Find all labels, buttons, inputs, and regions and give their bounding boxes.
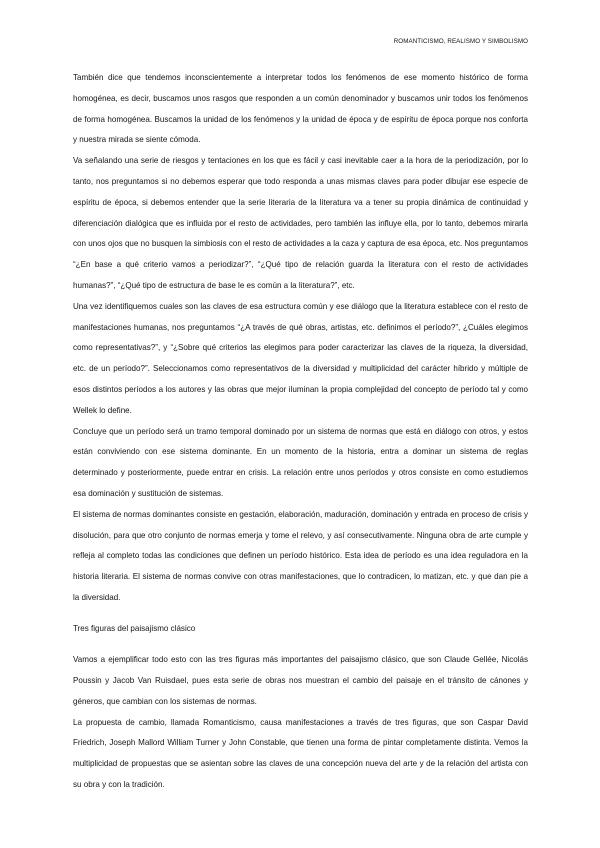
running-header: ROMANTICISMO, REALISMO Y SIMBOLISMO bbox=[393, 38, 528, 45]
paragraph-3: Una vez identifiquemos cuales son las claves de esa estructura común y ese diálogo que la literatura establece con el resto de manifestaciones humanas, nos preguntamos “¿A través de qué obras, artistas, etc. definimos el período?”, ¿Cuáles elegimos como representativas?”, y “¿Sobre qué criterios las elegimos para poder caracterizar las claves de la riqueza, la diversidad, etc. de un período?”. Seleccionamos como representativos de la diversidad y multiplicidad del carácter híbrido y múltiple de esos distintos períodos a los autores y las obras que mejor iluminan la propia complejidad del concepto de período tal y como Wellek lo define. bbox=[73, 301, 528, 415]
paragraph-5: El sistema de normas dominantes consiste en gestación, elaboración, maduración, dominación y entrada en proceso de crisis y disolución, para que otro conjunto de normas emerja y tome el relevo, y así consecutivamente. Ninguna obra de arte cumple y refleja al completo todas las condiciones que definen un período histórico. Esta idea de período es una idea reguladora en la historia literaria. El sistema de normas convive con otras manifestaciones, que lo contradicen, lo matizan, etc. y que dan pie a la diversidad. bbox=[73, 509, 528, 602]
paragraph-1: También dice que tendemos inconscientemente a interpretar todos los fenómenos de ese momento histórico de forma homogénea, es decir, buscamos unos rasgos que responden a un común denominador y buscamos unir todos los fenómenos de forma homogénea. Buscamos la unidad de los fenómenos y la unidad de época y de espíritu de época porque nos conforta y nuestra mirada se siente cómoda. bbox=[73, 73, 528, 145]
paragraph-2: Va señalando una serie de riesgos y tentaciones en los que es fácil y casi inevitable caer a la hora de la periodización, por lo tanto, nos preguntamos si no debemos esperar que todo responda a unas mismas claves para poder dibujar ese especie de espíritu de época, si debemos entender que la serie literaria de la literatura va a tener su propia dinámica de continuidad y diferenciación dialógica que es influida por el resto de actividades, pero también las influye ella, por lo tanto, debemos mirarla con unos ojos que no busquen la simbiosis con el resto de actividades a la caza y captura de esa época, etc. Nos preguntamos “¿En base a qué criterio vamos a periodizar?”, “¿Qué tipo de relación guarda la literatura con el resto de actividades humanas?”, “¿Qué tipo de estructura de base le es común a la literatura?”, etc. bbox=[73, 156, 528, 290]
section-paragraph-2: La propuesta de cambio, llamada Romanticismo, causa manifestaciones a través de tres figuras, que son Caspar David Friedrich, Joseph Mallord William Turner y John Constable, que tienen una forma de pintar completamente distinta. Vemos la multiplicidad de propuestas que se asientan sobre las claves de una concepción nueva del arte y de la relación del artista con su obra y con la tradición. bbox=[73, 717, 528, 790]
section-title: Tres figuras del paisajismo clásico bbox=[73, 624, 196, 634]
document-body bbox=[73, 68, 528, 796]
paragraph-4: Concluye que un período será un tramo temporal dominado por un sistema de normas que está en diálogo con otros, y estos están conviviendo con ese sistema dominante. En un momento de la historia, entra a dominar un sistema de reglas determinado y posteriormente, puede entrar en crisis. La relación entre unos períodos y otros consiste en como estudiemos esa dominación y sustitución de sistemas. bbox=[73, 426, 528, 498]
section-paragraph-1: Vamos a ejemplificar todo esto con las tres figuras más importantes del paisajismo clásico, que son Claude Gellée, Nicolás Poussin y Jacob Van Ruisdael, pues esta serie de obras nos muestran el cambio del paisaje en el tránsito de cánones y géneros, que cambian con los sistemas de normas. bbox=[73, 655, 528, 706]
